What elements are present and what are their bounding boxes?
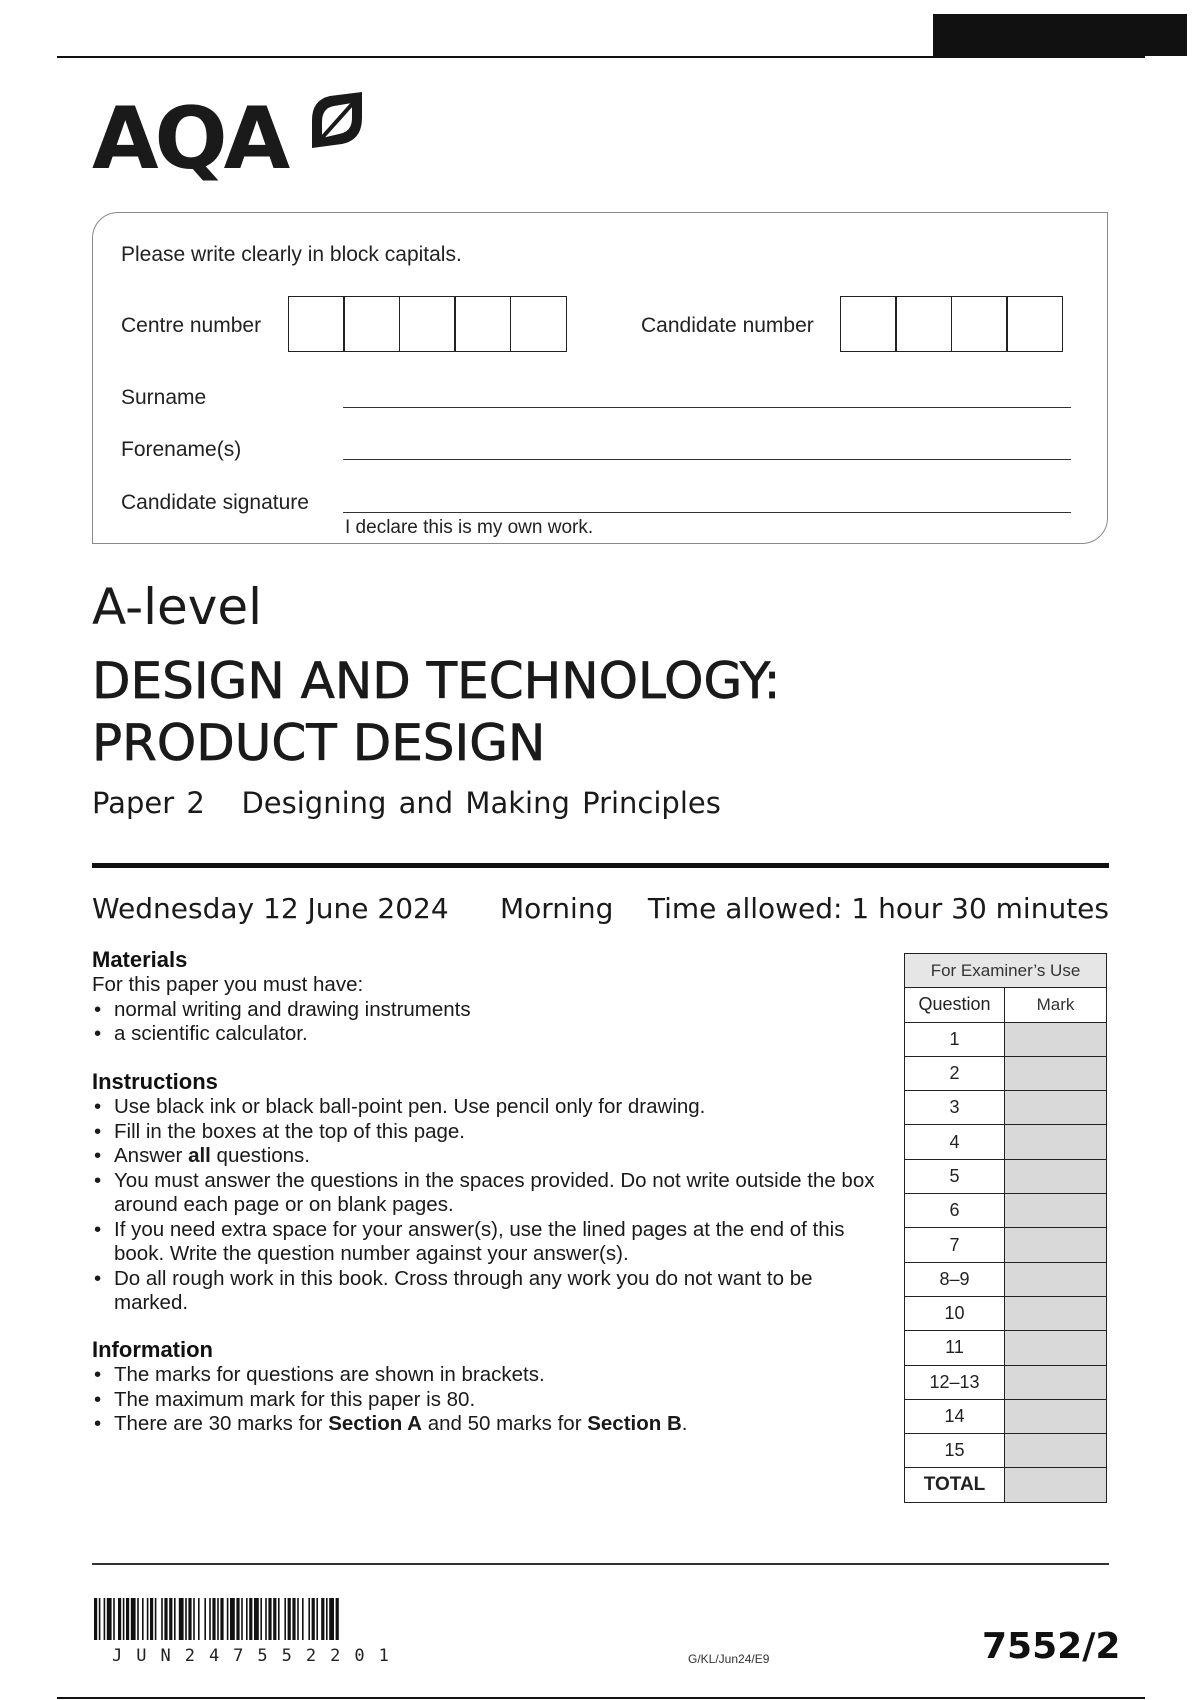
mark-column-header: Mark: [1005, 988, 1107, 1022]
surname-label: Surname: [121, 386, 207, 409]
table-row: [905, 1399, 1107, 1433]
mark-cell: [1005, 1194, 1107, 1228]
exam-date: Wednesday 12 June 2024: [92, 892, 449, 925]
instructions-list: [92, 1095, 892, 1316]
digit-box[interactable]: [1006, 296, 1063, 352]
question-number: 6: [905, 1194, 1005, 1228]
table-row: [905, 1262, 1107, 1296]
leaf-logo-icon: [306, 90, 366, 150]
signature-field[interactable]: [343, 512, 1071, 513]
information-heading: Information: [92, 1337, 213, 1362]
paper-number: Paper 2: [92, 786, 205, 820]
signature-label: Candidate signature: [121, 491, 309, 514]
total-mark-cell: [1005, 1468, 1107, 1502]
centre-number-label: Centre number: [121, 314, 262, 337]
barcode-number: JUN247552201: [112, 1646, 403, 1666]
mark-cell: [1005, 1365, 1107, 1399]
block-capitals-prompt: Please write clearly in block capitals.: [121, 243, 462, 266]
digit-box[interactable]: [399, 296, 456, 352]
candidate-details-box: [92, 212, 1108, 544]
digit-box[interactable]: [454, 296, 511, 352]
exam-date-row: [92, 892, 1109, 925]
table-row: [905, 1022, 1107, 1056]
question-column-header: Question: [905, 988, 1005, 1022]
title-line-1: DESIGN AND TECHNOLOGY:: [92, 652, 781, 710]
mark-cell: [1005, 1434, 1107, 1468]
materials-section: [92, 947, 892, 1047]
table-row: [905, 1194, 1107, 1228]
mark-cell: [1005, 1091, 1107, 1125]
examiners-use-table: [904, 953, 1107, 1503]
exam-session: Morning: [500, 892, 614, 925]
qualification-level: A-level: [92, 578, 263, 636]
question-number: 5: [905, 1159, 1005, 1193]
list-item: • Fill in the boxes at the top of this page.: [92, 1120, 892, 1145]
candidate-number-boxes[interactable]: [841, 296, 1063, 352]
mark-cell: [1005, 1228, 1107, 1262]
information-section: [92, 1337, 892, 1437]
list-item: • The marks for questions are shown in brackets.: [92, 1363, 892, 1388]
table-row: [905, 1365, 1107, 1399]
question-number: 11: [905, 1331, 1005, 1365]
question-number: 2: [905, 1056, 1005, 1090]
mark-cell: [1005, 1125, 1107, 1159]
list-item: • If you need extra space for your answer(s), use the lined pages at the end of this book. Write the question number against your answer(s).: [92, 1218, 894, 1267]
total-label: TOTAL: [905, 1468, 1005, 1502]
list-item: • Answer all questions.: [92, 1144, 892, 1169]
mark-cell: [1005, 1262, 1107, 1296]
materials-intro: For this paper you must have:: [92, 973, 364, 996]
mark-cell: [1005, 1399, 1107, 1433]
table-row: [905, 1331, 1107, 1365]
title-line-2: PRODUCT DESIGN: [92, 714, 546, 772]
list-item: • You must answer the questions in the spaces provided. Do not write outside the box around each page or on blank pages.: [92, 1169, 894, 1218]
question-number: 1: [905, 1022, 1005, 1056]
table-row: [905, 1228, 1107, 1262]
mark-cell: [1005, 1056, 1107, 1090]
table-row: [905, 1434, 1107, 1468]
declaration-text: I declare this is my own work.: [345, 517, 594, 538]
table-row: [905, 1159, 1107, 1193]
list-item: • normal writing and drawing instruments: [92, 998, 892, 1023]
list-item: • Do all rough work in this book. Cross through any work you do not want to be marked.: [92, 1267, 874, 1316]
digit-box[interactable]: [951, 296, 1008, 352]
question-number: 12–13: [905, 1365, 1005, 1399]
paper-name: Designing and Making Principles: [241, 786, 721, 820]
table-row: [905, 1296, 1107, 1330]
question-number: 7: [905, 1228, 1005, 1262]
paper-code: 7552/2: [982, 1626, 1121, 1667]
mark-cell: [1005, 1159, 1107, 1193]
barcode: [94, 1598, 474, 1640]
mark-cell: [1005, 1331, 1107, 1365]
bottom-rule: [57, 1697, 1145, 1699]
digit-box[interactable]: [343, 296, 400, 352]
table-row: [905, 1125, 1107, 1159]
question-number: 15: [905, 1434, 1005, 1468]
section-divider: [92, 863, 1109, 868]
question-number: 4: [905, 1125, 1005, 1159]
table-row: [905, 1056, 1107, 1090]
instructions-section: [92, 1069, 892, 1316]
footer-rule: [92, 1563, 1109, 1565]
paper-subtitle: [92, 786, 721, 820]
question-number: 3: [905, 1091, 1005, 1125]
forenames-field[interactable]: [343, 459, 1071, 460]
information-list: [92, 1363, 892, 1437]
candidate-number-label: Candidate number: [641, 314, 814, 337]
forenames-label: Forename(s): [121, 438, 242, 461]
question-number: 8–9: [905, 1262, 1005, 1296]
digit-box[interactable]: [510, 296, 567, 352]
table-row: [905, 1091, 1107, 1125]
materials-list: [92, 998, 892, 1047]
question-number: 14: [905, 1399, 1005, 1433]
surname-field[interactable]: [343, 407, 1071, 408]
aqa-logo: [92, 89, 362, 189]
list-item: • a scientific calculator.: [92, 1022, 892, 1047]
materials-heading: Materials: [92, 947, 188, 972]
document-reference: G/KL/Jun24/E9: [688, 1652, 770, 1666]
centre-number-boxes[interactable]: [289, 296, 567, 352]
paper-title: [92, 650, 780, 774]
list-item: • The maximum mark for this paper is 80.: [92, 1388, 892, 1413]
top-corner-block: [933, 14, 1187, 56]
digit-box[interactable]: [288, 296, 345, 352]
mark-cell: [1005, 1022, 1107, 1056]
question-number: 10: [905, 1296, 1005, 1330]
instructions-heading: Instructions: [92, 1069, 218, 1094]
top-rule: [57, 56, 1145, 58]
logo-text: AQA: [92, 89, 287, 189]
digit-box[interactable]: [840, 296, 897, 352]
time-allowed: Time allowed: 1 hour 30 minutes: [647, 892, 1109, 925]
list-item: • There are 30 marks for Section A and 50 marks for Section B.: [92, 1412, 892, 1437]
mark-cell: [1005, 1296, 1107, 1330]
list-item: • Use black ink or black ball-point pen. Use pencil only for drawing.: [92, 1095, 892, 1120]
examiners-use-title: For Examiner’s Use: [905, 954, 1107, 988]
digit-box[interactable]: [895, 296, 952, 352]
